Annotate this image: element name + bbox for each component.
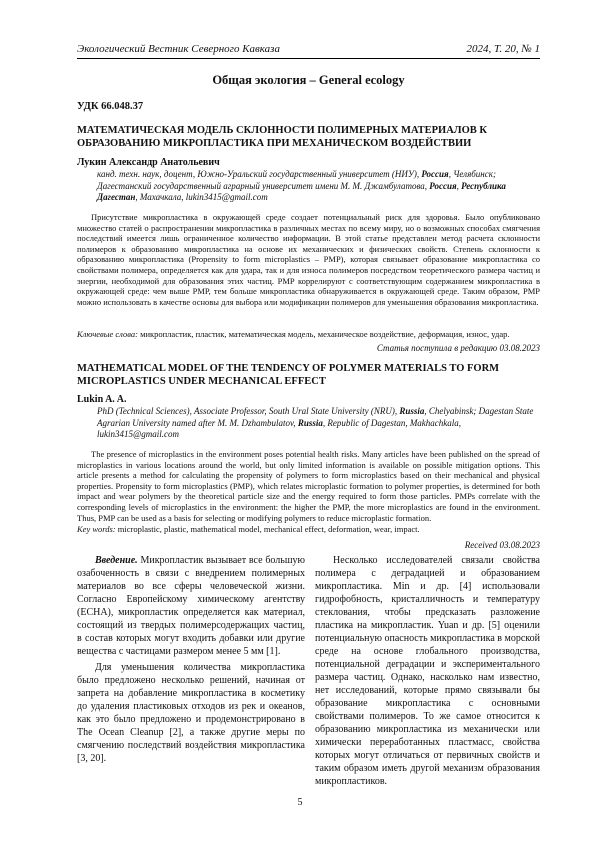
udc-code: УДК 66.048.37 [77, 101, 144, 112]
body-paragraph: Введение. Микропластик вызывает все большую озабоченность в связи с внедрением полимерных материалов во все сферы человеческой жизни. Согласно Европейскому химическому агентству (ECHA), микропластик определяется как материал, состоящий из твердых полимерсодержащих частиц, в состав которых могут входить добавки или другие вещества с частицами размером менее 5 мм [1]. [77, 555, 306, 657]
author-affiliation-ru: канд. техн. наук, доцент, Южно-Уральский государственный университет (НИУ), Россия, Челябинск; Дагестанский государственный аграрный университет имени М. М. Джамбулатова, Россия, Республика Дагестан, Махачкала, lukin3415@gmail.com [97, 169, 506, 202]
journal-issue: 2024, Т. 20, № 1 [466, 43, 540, 55]
keywords-en: Key words: microplastic, plastic, mathematical model, mechanical effect, deformation, wear, impact. [77, 524, 420, 534]
abstract-ru-text: Присутствие микропластика в окружающей среде создает потенциальный риск для здоровья. Было опубликовано множество статей о распространении микропластика в различных местах по всему миру, но о возможных способах смягчения последствий имеется лишь ограниченное количество информации. В этой статье представлен метод расчета склонности полимеров к образованию микропластика на основе их механических и физических свойств. Степень склонности к образованию микропластика (Propensity to form microplastics – PMP), которая связывает образование микропластика со свойствами полимера, определяется как для удара, так и для износа полимеров посредством теоретического размера частиц и энергии, необходимой для образования этих частиц. PMP коррелируют с соответствующим содержанием микропластика в окружающей среде: чем выше PMP, тем больше микропластика обнаруживается в окружающей среде. Таким образом, PMP можно использовать в качестве основы для выбора или модификации полимеров для уменьшения образования микропластика. [77, 212, 540, 307]
author-affiliation-en: PhD (Technical Sciences), Associate Professor, South Ural State University (NRU), Russia, Chelyabinsk; Dagestan State Agrarian University named after M. M. Dzhambulatov, Russia, Republic of Dagestan, Makhachkala, lukin3415@gmail.com [97, 406, 534, 439]
author-name-en: Lukin A. A. [77, 394, 127, 405]
abstract-en [77, 449, 540, 523]
section-heading: Общая экология – General ecology [212, 73, 405, 87]
abstract-en-text: The presence of microplastics in the environment poses potential health risks. Many articles have been published on the spread of microplastics in various locations around the world, but only limited information is available on possible mitigation options. This article presents a method for calculating the propensity of polymers to form microplastics based on their mechanical and physical properties. Propensity to form microplastics (PMP), which relates microplastic formation to polymer properties, is determined for both impact and wear polymers by the theoretical particle size and the energy required to form those particles. PMPs correlate with the corresponding levels of microplastics in the environment: the higher the PMP, the more microplastics are found in the environment. Thus, PMP can be used as a basis for selecting or modifying polymers to reduce microplastic formation. [77, 449, 540, 523]
header-divider [77, 58, 540, 59]
article-title-ru: МАТЕМАТИЧЕСКАЯ МОДЕЛЬ СКЛОННОСТИ ПОЛИМЕРНЫХ МАТЕРИАЛОВ К ОБРАЗОВАНИЮ МИКРОПЛАСТИКА ПРИ МЕХАНИЧЕСКОМ ВОЗДЕЙСТВИИ [77, 125, 488, 149]
received-date-en: Received 03.08.2023 [464, 540, 540, 550]
abstract-ru [77, 212, 540, 307]
body-column-right [315, 554, 540, 791]
keywords-ru: Ключевые слова: микропластик, пластик, математическая модель, механическое воздействие, деформация, износ, удар. [77, 329, 510, 339]
body-column-left [77, 554, 305, 768]
body-paragraph: Для уменьшения количества микропластика было предложено несколько решений, начиная от запрета на добавление микропластика в косметику до удаления пластиковых отходов из рек и океанов, как это было предложено и продемонстрировано в The Ocean Cleanup [2], а также другие меры по смягчению последствий воздействия микропластика [3, 20]. [77, 662, 305, 764]
journal-name: Экологический Вестник Северного Кавказа [77, 43, 280, 55]
article-title-en: MATHEMATICAL MODEL OF THE TENDENCY OF POLYMER MATERIALS TO FORM MICROPLASTICS UNDER MECHANICAL EFFECT [77, 363, 500, 387]
received-date-ru: Статья поступила в редакцию 03.08.2023 [376, 343, 540, 353]
page-number: 5 [297, 797, 303, 808]
author-name-ru: Лукин Александр Анатольевич [77, 157, 220, 168]
body-paragraph: Несколько исследователей связали свойства полимера с деградацией и образованием микропластика. Min и др. [4] использовали гидрофобность, кристалличность и температуру стеклования, чтобы предсказать разложение пластика на микропластик. Yuan и др. [5] оценили потенциальную опасность микропластика в морской среде на основе глобального производства, потенциальной деградации и экспериментального размера частиц. Однако, насколько нам известно, нет исследований, которые прямо связывали бы образование микропластика с основными свойствами полимеров. То же самое относится к образованию микропластика из механически или химически переработанных пластмасс, свойства которых могут отличаться от первичных свойств и таким образом иметь другой механизм образования микропластиков. [315, 555, 540, 787]
running-header [77, 43, 540, 55]
